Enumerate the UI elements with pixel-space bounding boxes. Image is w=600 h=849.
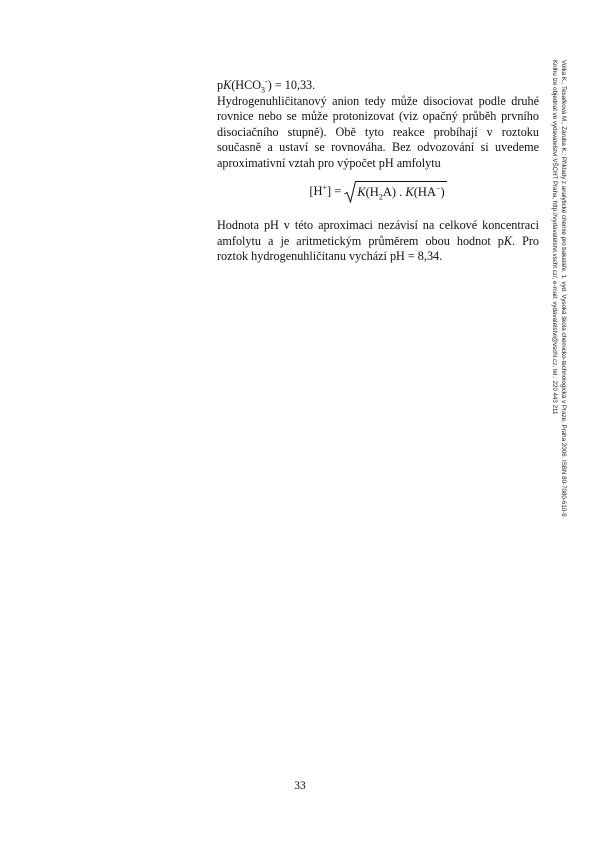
- square-root: [344, 181, 446, 203]
- paragraph-ph-result: Hodnota pH v této aproximaci nezávisí na celkové koncentraci amfolytu a je aritmetickým průměrem obou hodnot pK. Pro roztok hydrogenuhličitanu vychází pH = 8,34.: [217, 218, 539, 263]
- pk-prefix: p: [217, 78, 224, 92]
- formula-lhs: [H+]: [309, 183, 332, 199]
- radical-sign-icon: [344, 181, 356, 203]
- pk-value: ) = 10,33.: [267, 78, 316, 92]
- pk-value-line: [217, 78, 539, 94]
- side-note-citation: Volka K., Tesařková M., Záruba K.: Příklady z analytické chemie pro bakaláře, 1. vyd. Vysoká škola chemicko-technologická v Praze, Praha 2006. ISBN 80-7080-610-9: [560, 60, 567, 517]
- copyright-side-note: [550, 60, 568, 620]
- paragraph-ampholyte-intro: Hydrogenuhličitanový anion tedy může disociovat podle druhé rovnice nebo se může protonizovat (viz opačný průběh prvního disociačního stupně). Obě tyto reakce probíhají v roztoku současně a ustaví se rovnováha. Bez odvozování si uvedeme aproximativní vztah pro výpočet pH amfolytu: [217, 93, 539, 170]
- pk-species: (HCO: [231, 78, 262, 92]
- formula-radicand: $K(H_2A)$ . K(HA−): [356, 181, 446, 203]
- ph-ampholyte-formula: [217, 173, 539, 211]
- pk-species-charge: -: [265, 76, 268, 86]
- side-note-ordering: Knihu lze objednat ve vydavatelství VŠCHT Praha, http://vydavatelstvi.vscht.cz/, e-mail: vydavatelstvi@vscht.cz, tel.: 220 443 211: [551, 60, 558, 415]
- page-number: 33: [294, 780, 306, 792]
- pk-species-subscript: 3: [261, 85, 266, 95]
- pk-symbol: K: [223, 78, 232, 92]
- formula-equals: =: [334, 184, 342, 199]
- main-text-block: [217, 78, 539, 265]
